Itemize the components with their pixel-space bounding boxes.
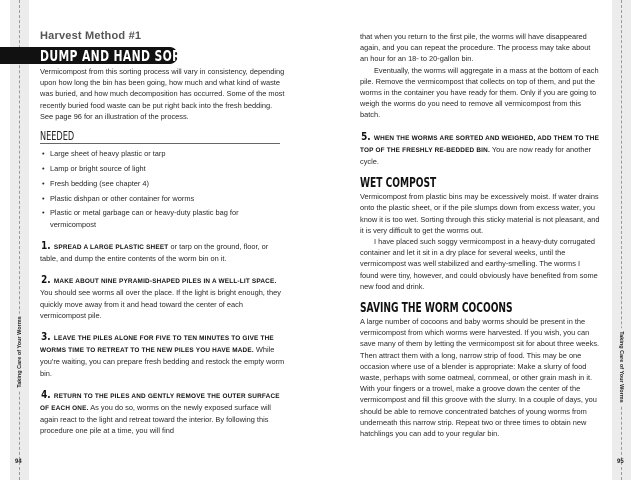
step-number: 4. [41, 387, 51, 401]
saving-cocoons-heading: SAVING THE WORM COCOONS [360, 301, 513, 317]
step-lead: SPREAD A LARGE PLASTIC SHEET [53, 243, 169, 251]
wet-compost-paragraph-2: I have placed such soggy vermicompost in a heavy-duty corrugated container and let it sit in a dry place for several weeks, until the vermicompost was well stabilized and earthy-smelling. The worms I found were tiny, however, and could obviously have benefited from some new food and drink. [360, 237, 598, 291]
step-2 [40, 274, 286, 321]
step-lead: RETURN TO THE PILES AND GENTLY REMOVE THE OUTER SURFACE OF EACH ONE. [40, 392, 280, 413]
step-5 [360, 131, 600, 168]
saving-cocoons-paragraph: A large number of cocoons and baby worms should be present in the vermicompost from which worms were harvested. If you wish, you can save many of them by letting the vermicompost sit for about three weeks. Then attract them with a long, narrow strip of food. This may be one occasion where use of a blender is appropriate: Make a slurry of food waste, perhaps with some oatmeal, cornmeal, or other grain mash in it. With your fingers or a trowel, make a groove down the center of the vermicompost and fill this groove with the slurry. In a couple of days, you should be able to remove concentrated batches of young worms from underneath this narrow strip. Repeat two or three times to obtain new hatchlings you can add to your regular bin. [360, 317, 600, 439]
continued-paragraph: that when you return to the first pile, the worms will have disappeared again, and you can repeat the procedure. The process may take about an hour for an 18- to 20-gallon bin. [360, 32, 591, 64]
left-running-head: Taking Care of Your Worms [17, 313, 23, 390]
list-item: • Plastic or metal garbage can or heavy-duty plastic bag for vermicompost [50, 207, 240, 229]
right-margin-strip [612, 0, 631, 480]
intro-paragraph: Vermicompost from this sorting process will vary in consistency, depending upon how long the bin has been going, how much and what kind of waste was buried, and how much decomposition has occurred. Some of the most recently buried food waste can be put right back into the fresh bedding. See page 96 for an illustration of the process. [40, 67, 285, 121]
list-item: • Large sheet of heavy plastic or tarp [50, 148, 286, 159]
step-number: 5. [361, 129, 371, 143]
needed-heading: NEEDED [40, 129, 75, 144]
left-column [40, 66, 286, 437]
step-lead: MAKE ABOUT NINE PYRAMID-SHAPED PILES IN A WELL-LIT SPACE. [53, 278, 277, 286]
step-lead: LEAVE THE PILES ALONE FOR FIVE TO TEN MINUTES TO GIVE THE WORMS TIME TO RETREAT TO THE NEW PILES YOU HAVE MADE. [40, 335, 274, 355]
step-number: 1. [41, 238, 51, 252]
list-item: • Plastic dishpan or other container for worms [50, 193, 286, 204]
divider [40, 143, 280, 144]
step-text: You are now ready for another cycle. [360, 144, 592, 167]
page-title: DUMP AND HAND SORT [40, 47, 189, 65]
step-3 [40, 331, 286, 379]
step-text: As you do so, worms on the newly exposed surface will again react to the light and retreat toward the interior. By following this procedure one pile at a time, you will find [40, 403, 271, 436]
right-page-number: 95 [617, 459, 624, 465]
continued-paragraph-2: Eventually, the worms will aggregate in a mass at the bottom of each pile. Remove the vermicompost that collects on top of them, and put the worms in the container you have ready for them. Only if you are going to weigh the worms do you need to remove all vermicompost from this batch. [360, 65, 599, 120]
title-banner [0, 47, 189, 65]
list-item: • Fresh bedding (see chapter 4) [50, 178, 286, 189]
right-column [360, 31, 600, 439]
step-text: or tarp on the ground, floor, or table, and dump the entire contents of the worm bin on it. [40, 241, 269, 264]
right-running-head: Taking Care of Your Worms [618, 328, 624, 405]
list-item: • Lamp or bright source of light [50, 163, 286, 174]
needed-list [40, 148, 286, 230]
step-4 [40, 389, 286, 437]
step-text: You should see worms all over the place. If the light is bright enough, they quickly move away from it and head toward the center of each vermicompost pile. [40, 288, 281, 320]
step-lead: WHEN THE WORMS ARE SORTED AND WEIGHED, ADD THEM TO THE TOP OF THE FRESHLY RE-BEDDED BIN. [360, 134, 600, 154]
section-kicker: Harvest Method #1 [40, 30, 142, 42]
step-1 [40, 240, 286, 264]
left-page-number: 94 [15, 459, 22, 465]
step-number: 2. [41, 273, 51, 287]
step-number: 3. [41, 330, 51, 344]
step-text: While you're waiting, you can prepare fresh bedding and restock the empty worm bin. [40, 345, 285, 378]
wet-compost-heading: WET COMPOST [360, 176, 437, 192]
wet-compost-paragraph-1: Vermicompost from plastic bins may be excessively moist. If water drains onto the plastic sheet, or if the pile slumps down from excess water, you know it is too wet. Sorting through this sticky material is not pleasant, and it is very difficult to get the worms out. [360, 192, 600, 235]
left-margin-strip [10, 0, 29, 480]
